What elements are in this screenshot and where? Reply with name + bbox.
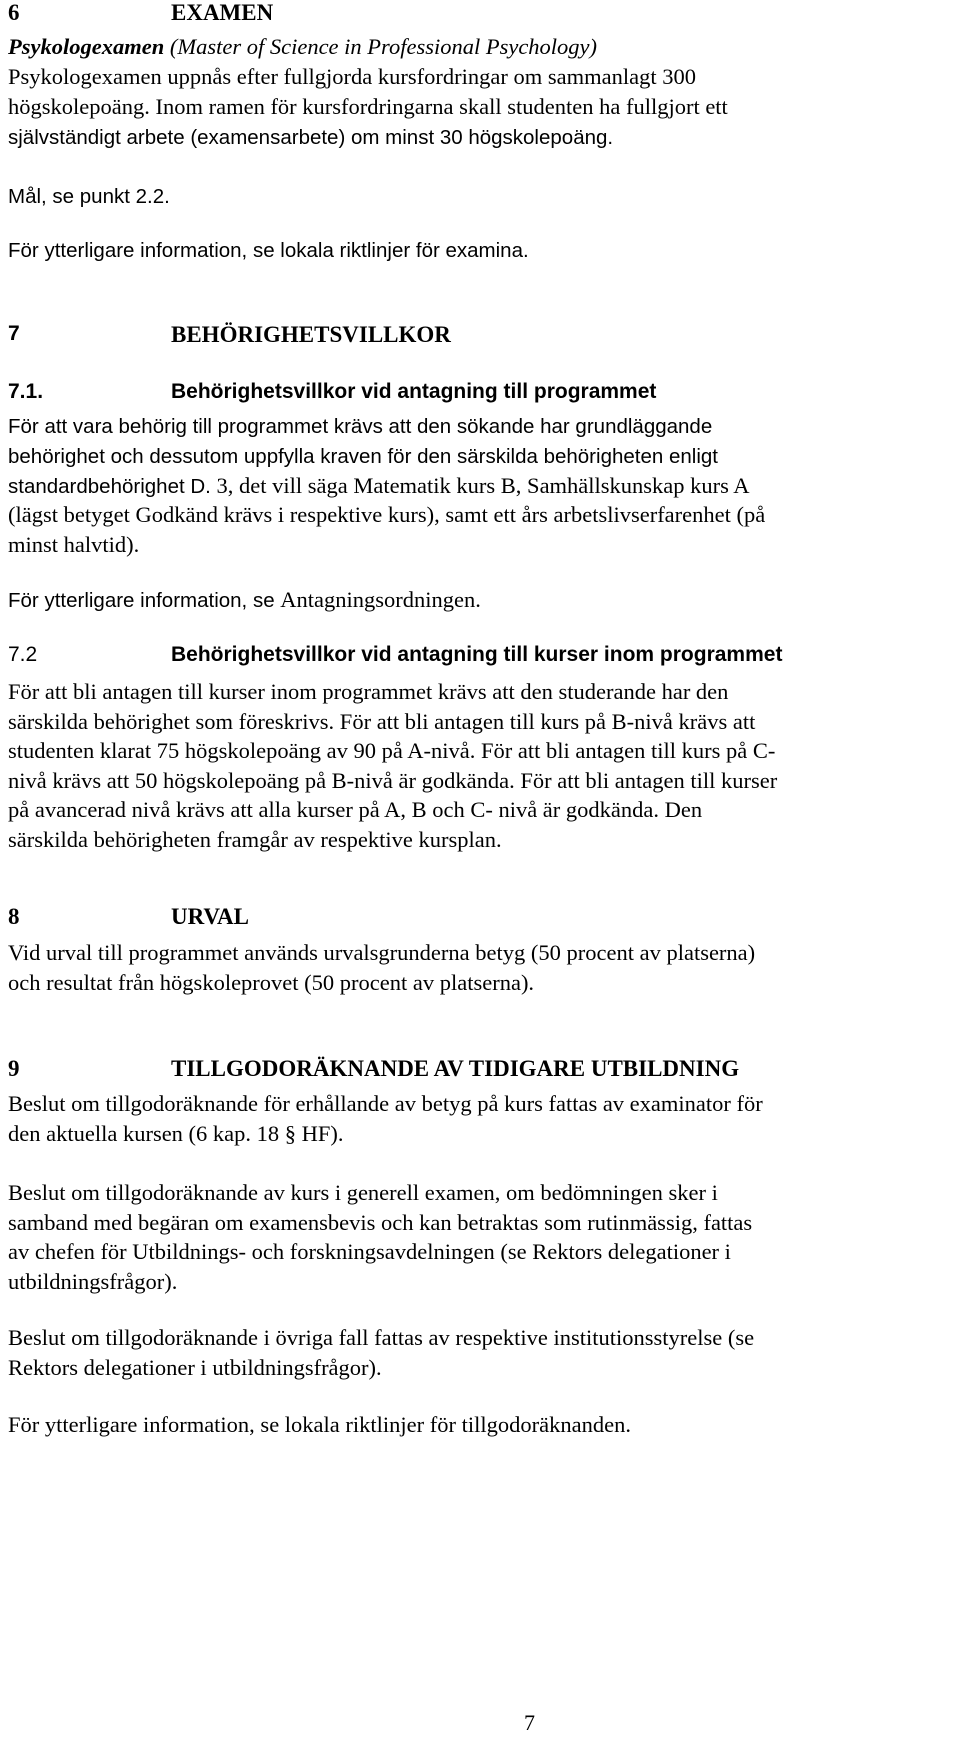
- section-title: TILLGODORÄKNANDE AV TIDIGARE UTBILDNING: [171, 1056, 740, 1081]
- paragraph-line: på avancerad nivå krävs att alla kurser på A, B och C- nivå är godkända. Den: [8, 797, 703, 822]
- degree-name: Psykologexamen: [8, 34, 165, 59]
- eligibility-info: [8, 585, 952, 616]
- section-title: EXAMEN: [171, 0, 274, 25]
- paragraph-line: särskilda behörigheten framgår av respektive kursplan.: [8, 826, 502, 852]
- paragraph-line: särskilda behörighet som föreskrivs. För att bli antagen till kurs på B-nivå krävs att: [8, 708, 756, 734]
- paragraph-line: (lägst betyget Godkänd krävs i respektive kurs), samt ett års arbetslivserfarenhet (på: [8, 502, 766, 527]
- paragraph-line: självständigt arbete (examensarbete) om minst 30 högskolepoäng.: [8, 126, 614, 149]
- paragraph-line: högskolepoäng. Inom ramen för kursfordringarna skall studenten ha fullgjort ett: [8, 93, 728, 119]
- examen-paragraph: [8, 62, 952, 121]
- info-reference: Antagningsordningen.: [280, 587, 481, 612]
- goals-reference: Mål, se punkt 2.2.: [8, 185, 170, 208]
- subsection-number: 7.2: [8, 643, 38, 666]
- section-number: 7: [8, 322, 20, 345]
- examen-info: För ytterligare information, se lokala riktlinjer för examina.: [8, 239, 529, 262]
- paragraph-line: Psykologexamen uppnås efter fullgjorda kursfordringar om sammanlagt 300: [8, 64, 696, 89]
- paragraph-line: För att bli antagen till kurser inom programmet krävs att den studerande har den: [8, 679, 729, 704]
- examen-paragraph-end: [8, 123, 952, 153]
- paragraph-line: Beslut om tillgodoräknande i övriga fall fattas av respektive institutionsstyrelse (se: [8, 1325, 755, 1350]
- degree-title: [8, 32, 952, 62]
- paragraph-fragment: 3, det vill säga Matematik kurs B, Samhällskunskap kurs A: [210, 473, 750, 498]
- paragraph-line: av chefen för Utbildnings- och forskningsavdelningen (se Rektors delegationer i: [8, 1239, 731, 1264]
- paragraph-line: minst halvtid).: [8, 531, 140, 557]
- paragraph-line: behörighet och dessutom uppfylla kraven för den särskilda behörigheten enligt: [8, 444, 718, 468]
- credit-transfer-info: För ytterligare information, se lokala riktlinjer för tillgodoräknanden.: [8, 1412, 631, 1437]
- credit-transfer-paragraph-2: [8, 1178, 952, 1296]
- subsection-title: Behörighetsvillkor vid antagning till kurser inom programmet: [171, 643, 783, 666]
- section-number: 9: [8, 1056, 20, 1081]
- paragraph-line: För att vara behörig till programmet krävs att den sökande har grundläggande: [8, 415, 713, 438]
- paragraph-line: och resultat från högskoleprovet (50 procent av platserna).: [8, 969, 535, 995]
- paragraph-line: Beslut om tillgodoräknande av kurs i generell examen, om bedömningen sker i: [8, 1180, 718, 1205]
- credit-transfer-paragraph-1: [8, 1089, 952, 1148]
- section-title: URVAL: [171, 904, 250, 929]
- paragraph-line: Rektors delegationer i utbildningsfrågor).: [8, 1354, 382, 1380]
- paragraph-fragment: standardbehörighet D.: [8, 475, 211, 498]
- paragraph-line: studenten klarat 75 högskolepoäng av 90 på A-nivå. För att bli antagen till kurs på C-: [8, 738, 776, 763]
- section-number: 6: [8, 0, 20, 25]
- page-number: 7: [524, 1710, 535, 1735]
- info-fragment: För ytterligare information, se: [8, 589, 281, 612]
- subsection-title: Behörighetsvillkor vid antagning till programmet: [171, 380, 657, 403]
- paragraph-line: utbildningsfrågor).: [8, 1268, 178, 1294]
- section-number: 8: [8, 904, 20, 929]
- paragraph-line: den aktuella kursen (6 kap. 18 § HF).: [8, 1120, 344, 1146]
- subsection-number: 7.1.: [8, 380, 44, 403]
- paragraph-line: Vid urval till programmet används urvalsgrunderna betyg (50 procent av platserna): [8, 940, 756, 965]
- paragraph-line: nivå krävs att 50 högskolepoäng på B-nivå är godkända. För att bli antagen till kurser: [8, 767, 778, 793]
- credit-transfer-paragraph-3: [8, 1323, 952, 1382]
- eligibility-paragraph-mixed: [8, 471, 952, 502]
- selection-paragraph: [8, 938, 952, 997]
- paragraph-line: samband med begäran om examensbevis och kan betraktas som rutinmässig, fattas: [8, 1209, 753, 1235]
- eligibility-paragraph-end: [8, 500, 952, 559]
- eligibility-paragraph: [8, 412, 952, 471]
- section-title: BEHÖRIGHETSVILLKOR: [171, 322, 451, 347]
- degree-english: (Master of Science in Professional Psychology): [164, 34, 598, 59]
- paragraph-line: Beslut om tillgodoräknande för erhållande av betyg på kurs fattas av examinator för: [8, 1091, 763, 1116]
- course-eligibility-paragraph: [8, 677, 952, 854]
